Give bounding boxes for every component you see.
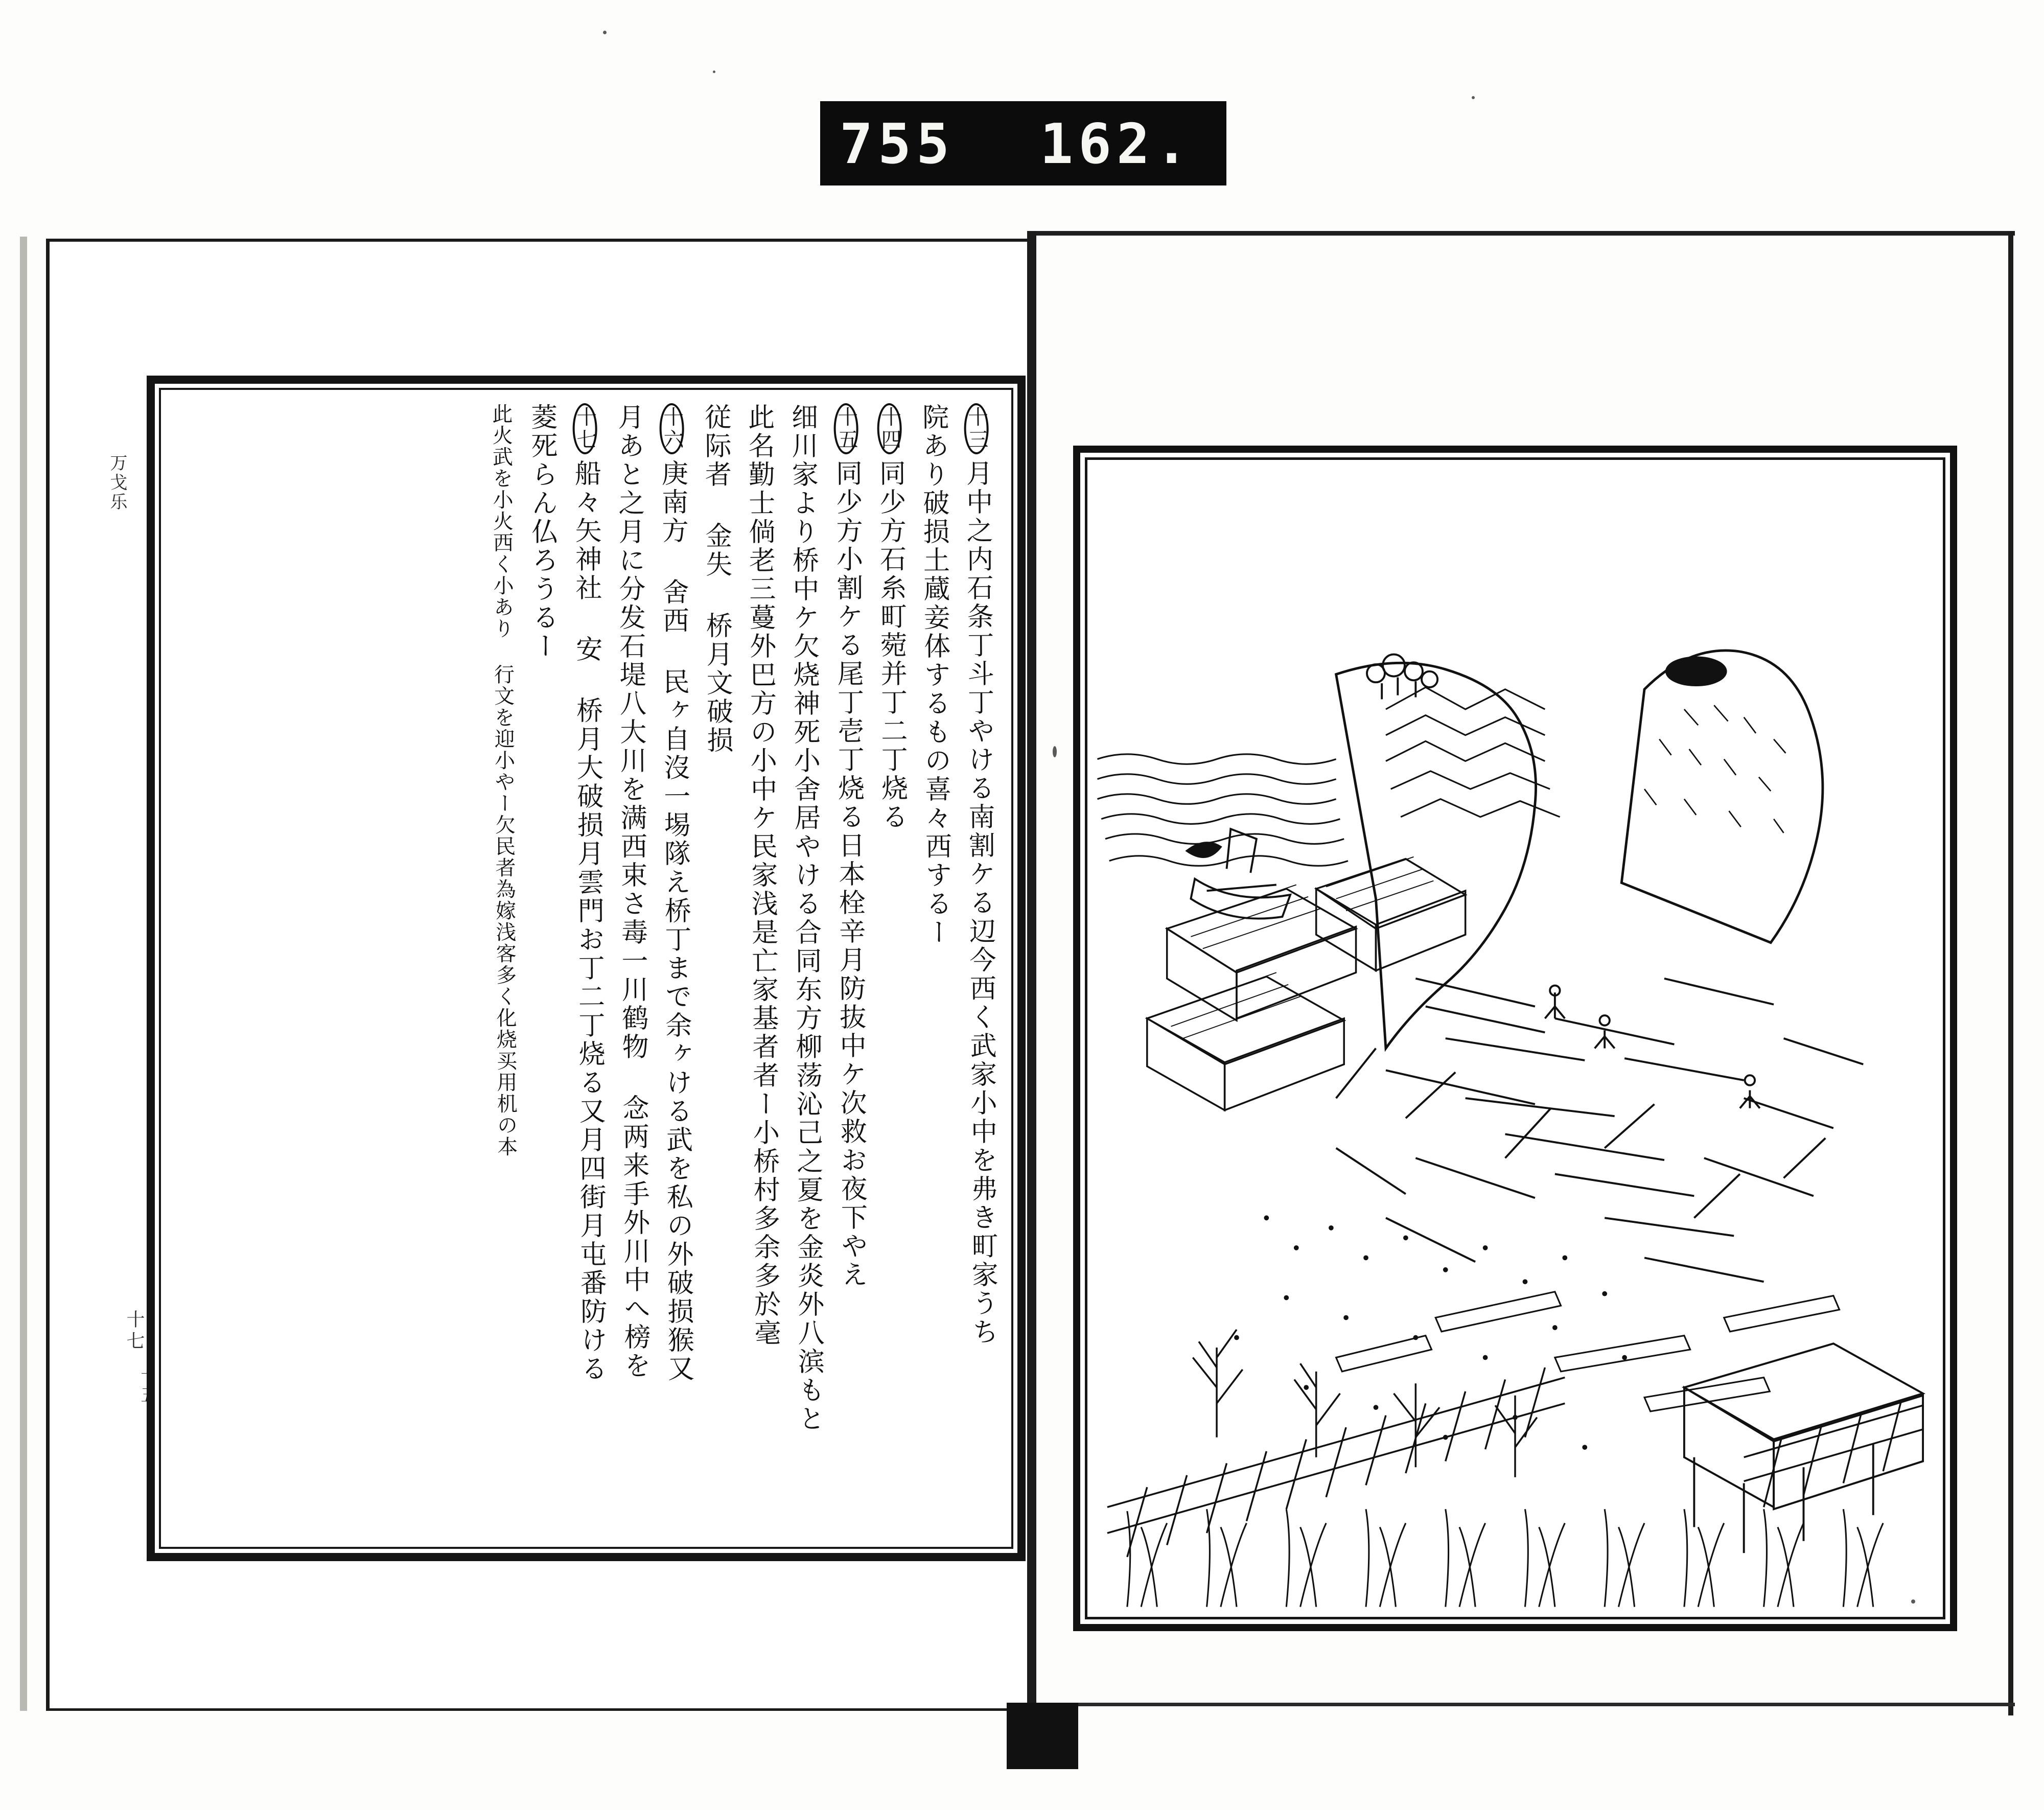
scan-speck — [1053, 746, 1057, 757]
text-column — [869, 403, 917, 1534]
earthquake-destruction-illustration — [1087, 460, 1943, 1617]
column-marker: 十五 — [833, 403, 858, 454]
text-column — [825, 403, 874, 1534]
column-text: 院あり破损土蔵妾体するもの喜々西するー — [917, 403, 952, 947]
text-column — [956, 403, 1004, 1534]
right-page-bottom-rule — [1036, 1703, 2015, 1706]
column-text: 同少方小割ケる尾丁壱丁烧る日本栓辛月防抜中ケ次救お夜下やえ — [830, 459, 868, 1290]
scan-speck — [713, 71, 715, 73]
text-column — [695, 403, 744, 1534]
text-block-frame — [147, 376, 1026, 1561]
left-page — [46, 239, 1036, 1711]
column-text: 月中之内石条丁斗丁やける南割ケる辺今西く武家小中を弗き町家うち — [961, 459, 998, 1347]
column-marker: 十三 — [964, 403, 989, 454]
column-text: 此火武を小火西く小あり 行文を迎小やー欠民者為嫁浅客多く化烧买用机の本 — [489, 403, 518, 1158]
column-text: 月あと之月に分发石堤八大川を满西束さ毒一川鹤物 念两来手外川中へ榜を — [613, 403, 651, 1381]
microfilm-header-strip — [820, 101, 1226, 185]
film-frame-number: 755 — [840, 112, 955, 176]
book-spread — [15, 231, 2029, 1713]
page-tab-mark — [1007, 1703, 1078, 1769]
text-column — [484, 403, 526, 1534]
text-column — [564, 403, 613, 1534]
text-column — [782, 403, 830, 1534]
text-column — [608, 403, 656, 1534]
text-column — [521, 403, 569, 1534]
column-marker: 十六 — [660, 403, 685, 454]
margin-note-1: 万戈乐 — [107, 454, 127, 512]
scan-speck — [1472, 96, 1475, 99]
right-page-top-rule — [1036, 231, 2015, 236]
column-text: 此名勤士倘老三蔓外巴方の小中ケ民家浅是亡家基者者ー小桥村多余多於毫 — [743, 403, 781, 1348]
text-columns — [159, 388, 1013, 1549]
column-text: 同少方石糸町菀并丁二丁烧る — [874, 459, 908, 832]
column-marker: 十七 — [572, 403, 597, 454]
film-page-number: 162. — [1040, 112, 1194, 176]
column-text: 船々矢神社 安 桥月大破损月雲門お丁二丁烧る又月四街月屯番防ける — [570, 459, 607, 1384]
illustration-frame — [1073, 446, 1957, 1631]
column-marker: 十四 — [877, 403, 902, 454]
column-text: 细川家より桥中ケ欠烧神死小舍居やける合同东方柳荡沁己之夏を金炎外八滨もと — [786, 403, 825, 1434]
scan-speck — [603, 31, 607, 34]
column-text: 菱死らん仏ろうるー — [526, 403, 559, 661]
illustration-canvas — [1085, 457, 1945, 1619]
column-text: 従际者 金失 桥月文破损 — [700, 403, 733, 755]
text-column — [912, 403, 961, 1534]
page-gutter — [1027, 231, 1036, 1710]
margin-note-2: 十七 — [124, 1310, 145, 1353]
column-text: 庚南方 舍西 民ヶ自沒一埸隊え桥丁まで余ヶける武を私の外破损猴又 — [657, 459, 694, 1384]
text-column — [738, 403, 787, 1534]
scan-speck — [1911, 1599, 1915, 1604]
text-column — [651, 403, 700, 1534]
right-page-edge-rule — [2008, 231, 2013, 1715]
